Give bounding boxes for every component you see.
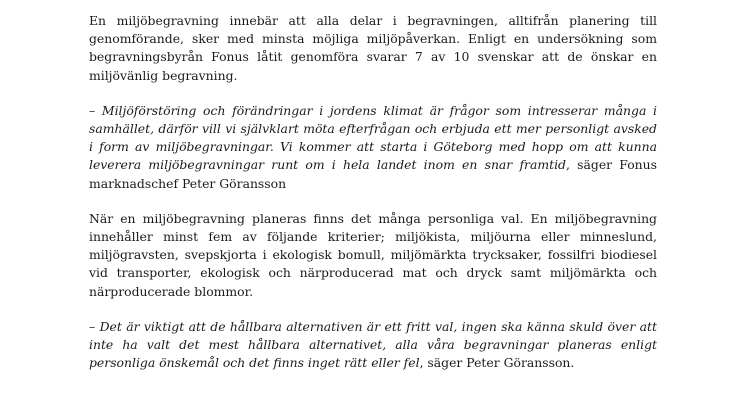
paragraph-quote-1 [89,102,657,193]
quote-attribution: , säger Peter Göransson. [419,355,575,371]
quote-text: – Det är viktigt att de hållbara alternativen är ett fritt val, ingen ska känna skuld över att inte ha valt det mest hållbara alternativet, alla våra begravningar planeras enligt personliga önskemål och det finns inget rätt eller fel [89,318,657,371]
paragraph-criteria: När en miljöbegravning planeras finns det många personliga val. En miljöbegravning innehåller minst fem av följande kriterier; miljökista, miljöurna eller minneslund, miljögravsten, svepskjorta i ekologisk bomull, miljömärkta trycksaker, fossilfri biodiesel vid transporter, ekologisk och närproducerad mat och dryck samt miljömärkta och närproducerade blommor. [89,210,657,299]
paragraph-intro: En miljöbegravning innebär att alla delar i begravningen, alltifrån planering till genomförande, sker med minsta möjliga miljöpåverkan. Enligt en undersökning som begravningsbyrån Fonus låtit genomföra svarar 7 av 10 svenskar att de önskar en miljövänlig begravning. [89,13,657,83]
quote-text: – Miljöförstöring och förändringar i jordens klimat är frågor som intresserar många i samhället, därför vill vi självklart möta efterfrågan och erbjuda ett mer personligt avsked i form av miljöbegravningar. Vi kommer att starta i Göteborg med hopp om att kunna leverera miljöbegravningar runt om i hela landet inom en snar framtid [89,102,657,173]
article-body [89,12,657,372]
quote-attribution: , säger Fonus marknadschef Peter Göransson [89,157,657,191]
paragraph-quote-2 [89,318,657,373]
